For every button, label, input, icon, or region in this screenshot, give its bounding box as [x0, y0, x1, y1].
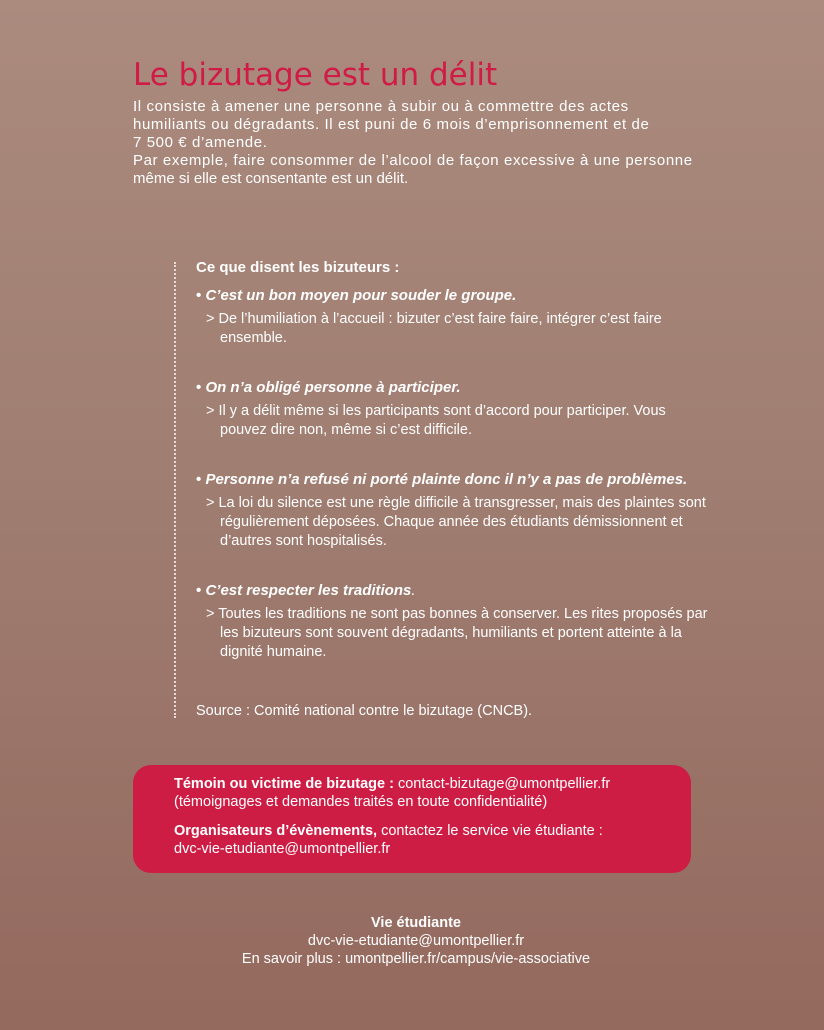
organizers-line — [174, 822, 684, 840]
claim-quote — [196, 581, 716, 601]
claim-text: Personne n’a refusé ni porté plainte donc il n’y a pas de problèmes. — [205, 471, 688, 488]
bullet-icon: • — [196, 379, 202, 396]
claim-text: C’est respecter les traditions — [205, 582, 412, 599]
footer-email-link[interactable]: dvc-vie-etudiante@umontpellier.fr — [307, 933, 525, 949]
intro-line: humiliants ou dégradants. Il est puni de 6 mois d’emprisonnement et de — [133, 116, 650, 133]
page-title: Le bizutage est un délit — [133, 57, 498, 93]
witness-email-link[interactable]: contact-bizutage@umontpellier.fr — [397, 776, 611, 792]
source-note: Source : Comité national contre le bizutage (CNCB). — [196, 703, 533, 719]
organizers-email-link[interactable]: dvc-vie-etudiante@umontpellier.fr — [174, 841, 391, 857]
claim-tail: . — [411, 582, 416, 599]
claim-quote — [196, 378, 716, 398]
intro-line: 7 500 € d’amende. — [133, 134, 268, 151]
intro-line: Par exemple, faire consommer de l’alcool de façon excessive à une personne — [133, 152, 693, 169]
dotted-divider — [174, 262, 176, 718]
witness-label: Témoin ou victime de bizutage : — [174, 776, 394, 792]
claim-text: On n’a obligé personne à participer. — [205, 379, 461, 396]
contact-box — [133, 765, 691, 873]
witness-note: (témoignages et demandes traités en toute confidentialité) — [174, 794, 548, 810]
claim-item — [196, 286, 716, 348]
organizers-label: Organisateurs d’évènements, — [174, 823, 378, 839]
intro-paragraph — [133, 98, 773, 188]
footer-more-link[interactable]: En savoir plus : umontpellier.fr/campus/vie-associative — [241, 951, 591, 967]
footer-title: Vie étudiante — [371, 915, 461, 931]
footer — [0, 914, 824, 968]
bullet-icon: • — [196, 471, 202, 488]
claim-answer: > De l’humiliation à l’accueil : bizuter c’est faire faire, intégrer c’est faire ensemble. — [206, 311, 662, 346]
bizuteurs-section — [196, 258, 716, 692]
intro-line: même si elle est consentante est un délit. — [133, 170, 409, 187]
bullet-icon: • — [196, 287, 202, 304]
witness-line — [174, 775, 684, 793]
claim-text: C’est un bon moyen pour souder le groupe. — [205, 287, 517, 304]
claim-answer: > La loi du silence est une règle difficile à transgresser, mais des plaintes sont régulièrement déposées. Chaque année des étudiants démissionnent et d’autres sont hospitalisés. — [206, 495, 706, 549]
section-heading: Ce que disent les bizuteurs : — [196, 259, 400, 276]
claim-quote — [196, 286, 716, 306]
claim-answer: > Il y a délit même si les participants sont d’accord pour participer. Vous pouvez dire non, même si c’est difficile. — [206, 403, 666, 438]
claim-item — [196, 470, 716, 551]
intro-line: Il consiste à amener une personne à subir ou à commettre des actes — [133, 98, 629, 115]
claim-item — [196, 378, 716, 440]
bullet-icon: • — [196, 582, 202, 599]
claim-answer: > Toutes les traditions ne sont pas bonnes à conserver. Les rites proposés par les bizuteurs sont souvent dégradants, humiliants et portent atteinte à la dignité humaine. — [206, 606, 708, 660]
claim-quote — [196, 470, 716, 490]
claim-item — [196, 581, 716, 662]
organizers-text: contactez le service vie étudiante : — [381, 823, 603, 839]
